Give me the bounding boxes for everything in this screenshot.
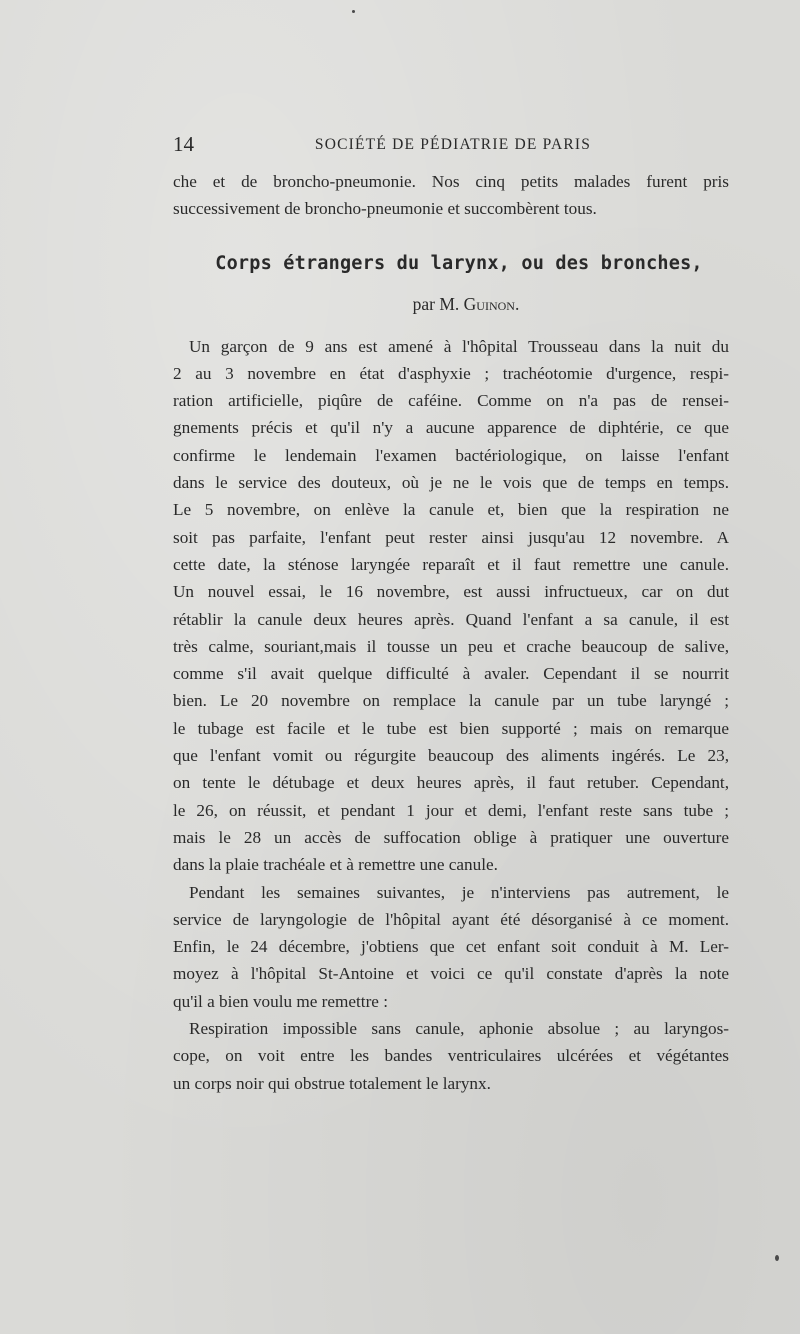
paragraph: [173, 879, 729, 1015]
running-header: [173, 130, 733, 158]
text-line: le tubage est facile et le tube est bien supporté ; mais on remarque: [173, 718, 729, 738]
article-title: Corps étrangers du larynx, ou des bronches,: [215, 252, 703, 274]
text-line: confirme le lendemain l'examen bactériologique, on laisse l'enfant: [173, 445, 729, 465]
text-line: Un garçon de 9 ans est amené à l'hôpital Trousseau dans la nuit du: [189, 336, 729, 356]
text-line: Enfin, le 24 décembre, j'obtiens que cet enfant soit conduit à M. Ler-: [173, 937, 729, 957]
text-line: che et de broncho-pneumonie. Nos cinq petits malades furent pris: [173, 172, 729, 191]
text-line: rétablir la canule deux heures après. Quand l'enfant a sa canule, il est: [173, 609, 729, 629]
text-line: Un nouvel essai, le 16 novembre, est aussi infructueux, car on dut: [173, 582, 729, 602]
text-line: mais le 28 un accès de suffocation oblige à pratiquer une ouverture: [173, 827, 729, 847]
page-number: 14: [173, 132, 194, 156]
text-line: qu'il a bien voulu me remettre :: [173, 991, 389, 1011]
text-line: Le 5 novembre, on enlève la canule et, bien que la respiration ne: [173, 500, 729, 520]
text-line: 2 au 3 novembre en état d'asphyxie ; trachéotomie d'urgence, respi-: [173, 363, 729, 383]
text-line: moyez à l'hôpital St-Antoine et voici ce qu'il constate d'après la note: [173, 964, 729, 984]
text-line: très calme, souriant,mais il tousse un peu et crache beaucoup de salive,: [173, 636, 729, 656]
text-line: soit pas parfaite, l'enfant peut rester ainsi jusqu'au 12 novembre. A: [173, 527, 729, 547]
byline-prefix: par M.: [412, 293, 460, 314]
text-line: gnements précis et qu'il n'y a aucune apparence de diphtérie, ce que: [173, 418, 729, 438]
ink-speck: [352, 10, 355, 13]
text-line: Respiration impossible sans canule, aphonie absolue ; au laryngos-: [189, 1019, 729, 1039]
text-line: le 26, on réussit, et pendant 1 jour et demi, l'enfant reste sans tube ;: [173, 800, 729, 820]
running-title: SOCIÉTÉ DE PÉDIATRIE DE PARIS: [314, 136, 592, 153]
text-line: bien. Le 20 novembre on remplace la canule par un tube laryngé ;: [173, 691, 729, 711]
text-line: cette date, la sténose laryngée reparaît et il faut remettre une canule.: [173, 554, 729, 574]
byline-author: Guinon.: [463, 293, 520, 314]
continued-paragraph: [173, 168, 729, 223]
text-line: dans le service des douteux, où je ne le vois que de temps en temps.: [173, 473, 729, 493]
text-line: cope, on voit entre les bandes ventriculaires ulcérées et végétantes: [173, 1046, 729, 1066]
text-line: que l'enfant vomit ou régurgite beaucoup des aliments ingérés. Le 23,: [173, 746, 729, 766]
ink-speck: [775, 1255, 779, 1261]
text-line: successivement de broncho-pneumonie et succombèrent tous.: [173, 199, 597, 219]
text-line: comme s'il avait quelque difficulté à avaler. Cependant il se nourrit: [173, 664, 729, 684]
text-line: Pendant les semaines suivantes, je n'interviens pas autrement, le: [189, 882, 729, 902]
article-byline: [173, 291, 729, 317]
paragraph: [173, 1015, 729, 1097]
text-line: service de laryngologie de l'hôpital ayant été désorganisé à ce moment.: [173, 909, 729, 929]
text-line: on tente le détubage et deux heures après, il faut retuber. Cependant,: [173, 773, 729, 793]
paragraph: [173, 333, 729, 879]
text-line: ration artificielle, piqûre de caféine. Comme on n'a pas de rensei-: [173, 391, 729, 411]
text-line: un corps noir qui obstrue totalement le larynx.: [173, 1073, 491, 1093]
text-line: dans la plaie trachéale et à remettre une canule.: [173, 855, 498, 875]
body-text: [173, 168, 729, 1097]
